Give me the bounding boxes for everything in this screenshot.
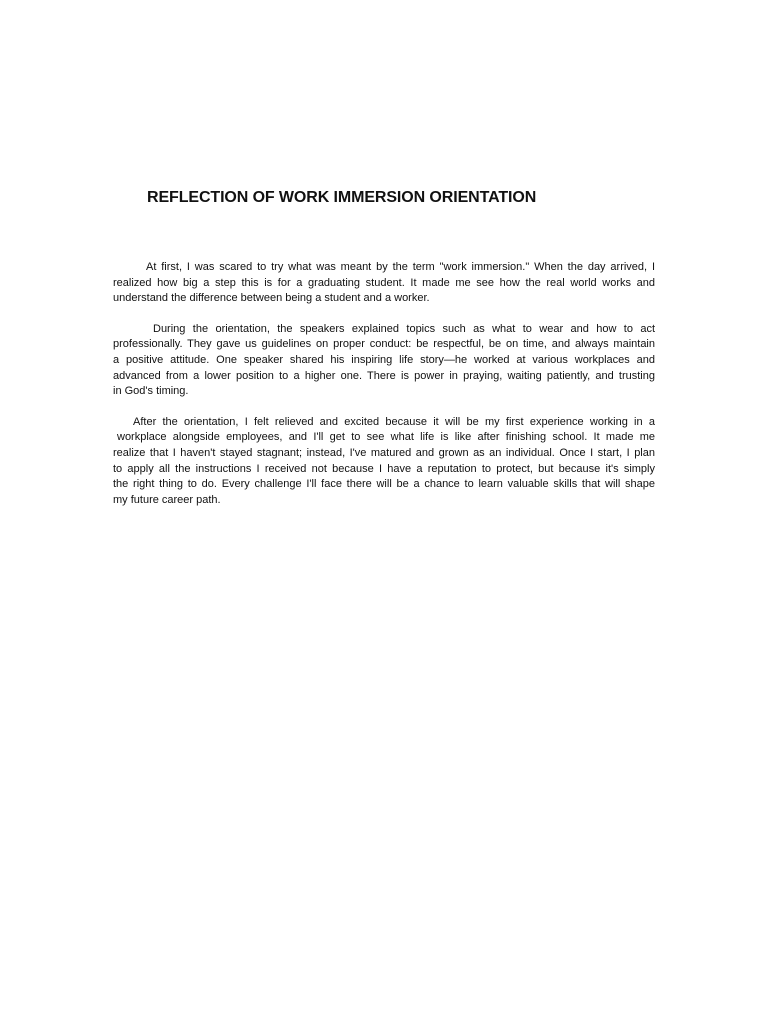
- paragraph-line: realized how big a step this is for a graduating student. It made me see how the real world works and: [113, 276, 655, 289]
- document-title: REFLECTION OF WORK IMMERSION ORIENTATION: [147, 189, 537, 206]
- paragraph-line: advanced from a lower position to a higher one. There is power in praying, waiting patiently, and trusting: [113, 369, 655, 382]
- paragraph-line: realize that I haven't stayed stagnant; instead, I've matured and grown as an individual. Once I start, I plan: [113, 446, 655, 459]
- paragraph-line: professionally. They gave us guidelines on proper conduct: be respectful, be on time, and always maintain: [113, 338, 655, 351]
- paragraph-line: in God's timing.: [113, 385, 189, 398]
- paragraph-line: to apply all the instructions I received not because I have a reputation to protect, but because it's simply: [113, 462, 655, 475]
- paragraph-line: my future career path.: [113, 493, 221, 506]
- paragraph-line: During the orientation, the speakers explained topics such as what to wear and how to act: [153, 322, 655, 335]
- paragraph-line: After the orientation, I felt relieved and excited because it will be my first experience working in a: [133, 415, 655, 428]
- paragraph-2: [113, 322, 655, 400]
- paragraph-line: the right thing to do. Every challenge I'll face there will be a chance to learn valuable skills that will shape: [113, 478, 655, 491]
- paragraph-1: [113, 260, 655, 307]
- paragraph-line: a positive attitude. One speaker shared his inspiring life story—he worked at various workplaces and: [113, 353, 655, 366]
- document-body: [113, 260, 655, 523]
- paragraph-line: understand the difference between being a student and a worker.: [113, 292, 430, 305]
- paragraph-line: workplace alongside employees, and I'll get to see what life is like after finishing school. It made me: [117, 431, 655, 444]
- paragraph-line: At first, I was scared to try what was meant by the term "work immersion." When the day arrived, I: [146, 261, 655, 273]
- paragraph-3: [113, 415, 655, 509]
